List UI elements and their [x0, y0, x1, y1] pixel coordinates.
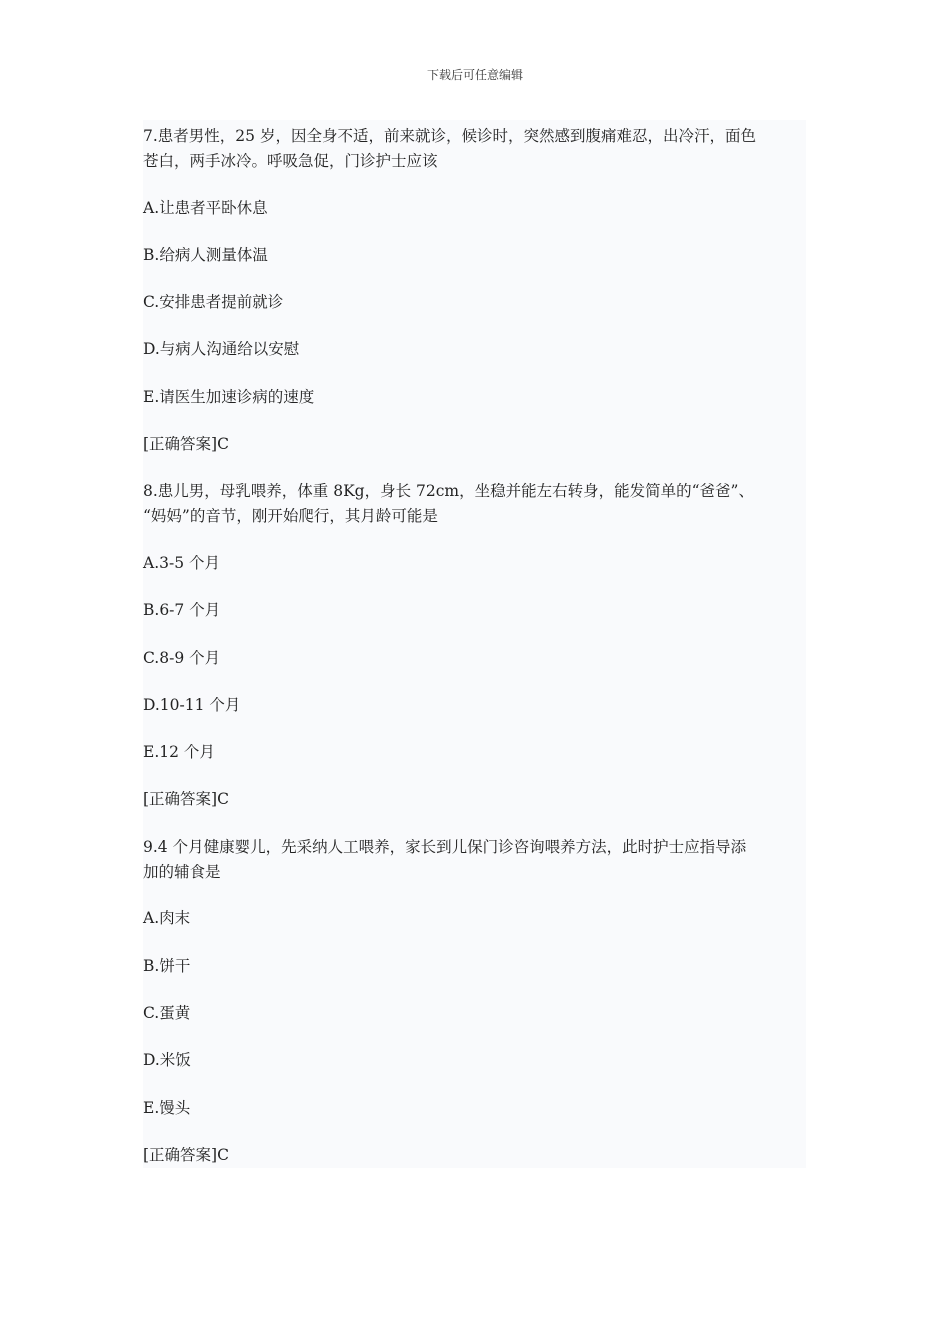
option-a: A.肉末	[143, 909, 191, 927]
correct-answer: [正确答案]C	[143, 1146, 229, 1164]
option-b: B.饼干	[143, 957, 191, 975]
option-d: D.与病人沟通给以安慰	[143, 340, 300, 358]
question-stem-line-1: 7.患者男性，25 岁，因全身不适，前来就诊，候诊时，突然感到腹痛难忍，出冷汗，面色	[143, 127, 756, 145]
option-a: A.3-5 个月	[143, 554, 221, 572]
question-stem-line-2: “妈妈”的音节，刚开始爬行，其月龄可能是	[143, 507, 438, 525]
question-stem-line-2: 加的辅食是	[143, 863, 221, 881]
option-c: C.安排患者提前就诊	[143, 293, 284, 311]
page-header: 下载后可任意编辑	[426, 68, 523, 82]
correct-answer: [正确答案]C	[143, 790, 229, 808]
option-d: D.米饭	[143, 1051, 191, 1069]
option-b: B.6-7 个月	[143, 601, 221, 619]
option-e: E.馒头	[143, 1099, 191, 1117]
option-c: C.8-9 个月	[143, 649, 221, 667]
option-e: E.12 个月	[143, 743, 215, 761]
option-b: B.给病人测量体温	[143, 246, 268, 264]
document-body	[143, 120, 806, 1168]
correct-answer: [正确答案]C	[143, 435, 229, 453]
option-c: C.蛋黄	[143, 1004, 191, 1022]
option-e: E.请医生加速诊病的速度	[143, 388, 315, 406]
question-stem-line-2: 苍白，两手冰冷。呼吸急促，门诊护士应该	[143, 152, 438, 170]
option-a: A.让患者平卧休息	[143, 199, 268, 217]
option-d: D.10-11 个月	[143, 696, 241, 714]
question-stem-line-1: 9.4 个月健康婴儿，先采纳人工喂养，家长到儿保门诊咨询喂养方法，此时护士应指导添	[143, 838, 747, 856]
question-stem-line-1: 8.患儿男，母乳喂养，体重 8Kg，身长 72cm，坐稳并能左右转身，能发简单的“爸爸”、	[143, 482, 754, 500]
